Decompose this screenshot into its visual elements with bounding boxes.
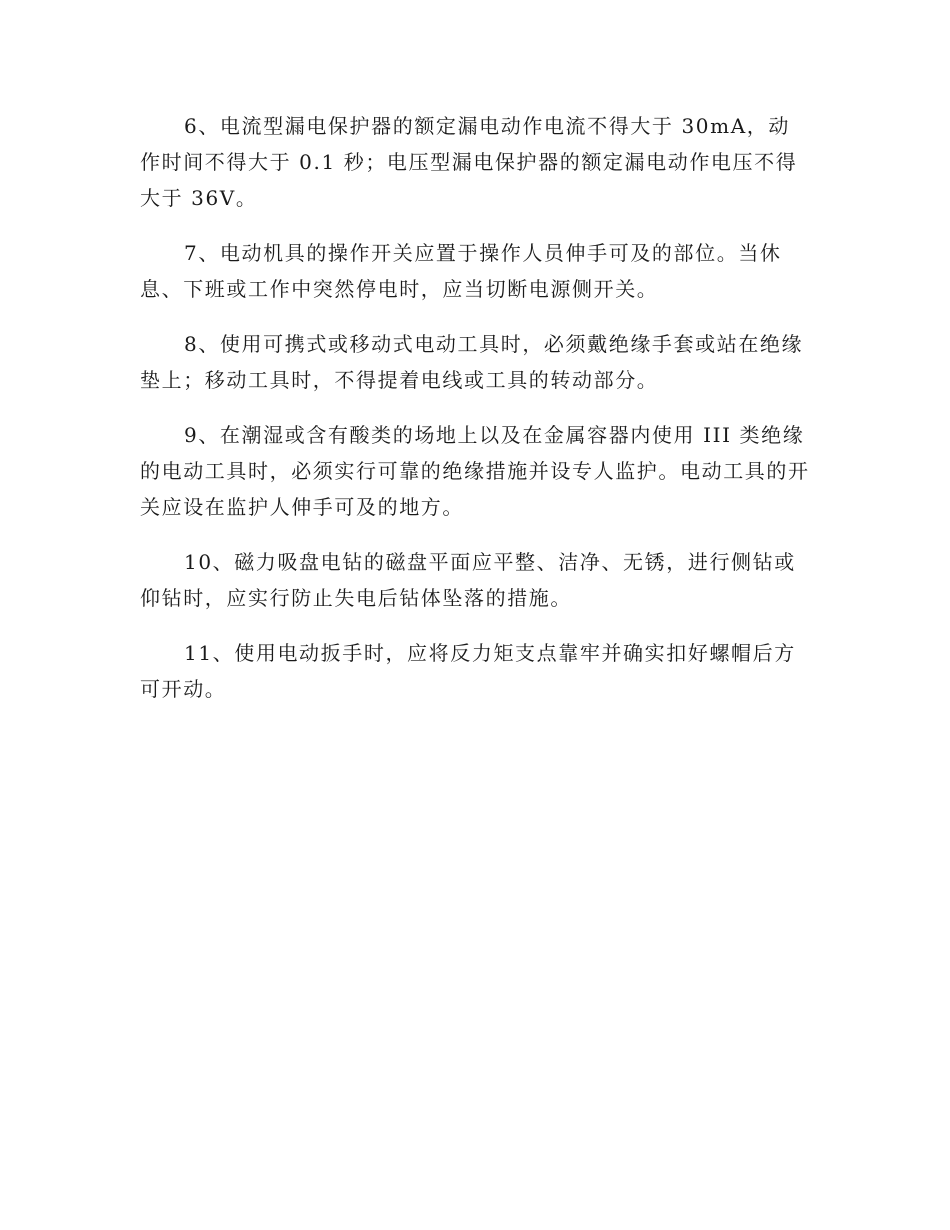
paragraph-item-11: 11、使用电动扳手时，应将反力矩支点靠牢并确实扣好螺帽后方可开动。: [140, 641, 796, 701]
paragraph-item-10: 10、磁力吸盘电钻的磁盘平面应平整、洁净、无锈，进行侧钻或仰钻时，应实行防止失电后钻体坠落的措施。: [140, 550, 796, 610]
document-body: [140, 108, 810, 726]
paragraph-item-9: 9、在潮湿或含有酸类的场地上以及在金属容器内使用 III 类绝缘的电动工具时，必须实行可靠的绝缘措施并设专人监护。电动工具的开关应设在监护人伸手可及的地方。: [140, 423, 810, 519]
paragraph-item-7: 7、电动机具的操作开关应置于操作人员伸手可及的部位。当休息、下班或工作中突然停电时，应当切断电源侧开关。: [140, 241, 782, 301]
paragraph-item-6: 6、电流型漏电保护器的额定漏电动作电流不得大于 30mA，动作时间不得大于 0.1 秒；电压型漏电保护器的额定漏电动作电压不得大于 36V。: [140, 114, 798, 210]
paragraph-item-8: 8、使用可携式或移动式电动工具时，必须戴绝缘手套或站在绝缘垫上；移动工具时，不得提着电线或工具的转动部分。: [140, 332, 804, 392]
